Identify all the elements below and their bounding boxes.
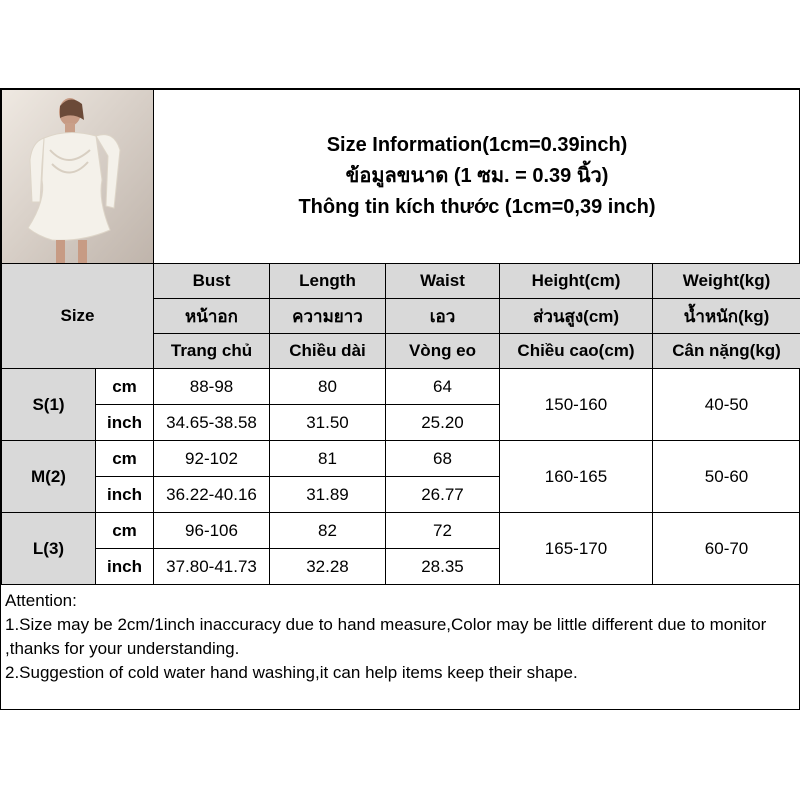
col-bust-th: หน้าอก	[154, 299, 270, 334]
length-value: 31.89	[270, 477, 386, 513]
size-l-label: L(3)	[2, 513, 96, 585]
size-m-label: M(2)	[2, 441, 96, 513]
bust-value: 34.65-38.58	[154, 405, 270, 441]
height-value: 160-165	[500, 441, 653, 513]
weight-value: 40-50	[653, 369, 800, 441]
weight-value: 50-60	[653, 441, 800, 513]
title-english: Size Information(1cm=0.39inch)	[326, 134, 628, 156]
attention-notes	[5, 589, 795, 685]
col-waist-th: เอว	[386, 299, 500, 334]
size-table	[1, 89, 800, 585]
col-waist-en: Waist	[386, 264, 500, 299]
col-weight-vi: Cân nặng(kg)	[653, 334, 800, 369]
col-waist-vi: Vòng eo	[386, 334, 500, 369]
size-s-label: S(1)	[2, 369, 96, 441]
length-value: 82	[270, 513, 386, 549]
unit-cm: cm	[96, 513, 154, 549]
size-chart-sheet	[0, 88, 800, 710]
bust-value: 88-98	[154, 369, 270, 405]
table-row	[2, 513, 800, 549]
length-value: 32.28	[270, 549, 386, 585]
col-weight-en: Weight(kg)	[653, 264, 800, 299]
height-value: 150-160	[500, 369, 653, 441]
size-header: Size	[2, 264, 154, 369]
unit-inch: inch	[96, 477, 154, 513]
attention-heading: Attention:	[5, 591, 77, 610]
length-value: 81	[270, 441, 386, 477]
unit-inch: inch	[96, 405, 154, 441]
waist-value: 26.77	[386, 477, 500, 513]
col-height-vi: Chiều cao(cm)	[500, 334, 653, 369]
col-height-en: Height(cm)	[500, 264, 653, 299]
unit-cm: cm	[96, 441, 154, 477]
length-value: 80	[270, 369, 386, 405]
title-thai: ข้อมูลขนาด (1 ซม. = 0.39 นิ้ว)	[345, 165, 609, 187]
height-value: 165-170	[500, 513, 653, 585]
waist-value: 68	[386, 441, 500, 477]
bust-value: 96-106	[154, 513, 270, 549]
waist-value: 72	[386, 513, 500, 549]
col-bust-vi: Trang chủ	[154, 334, 270, 369]
table-row	[2, 369, 800, 405]
unit-cm: cm	[96, 369, 154, 405]
attention-note-2: 2.Suggestion of cold water hand washing,it can help items keep their shape.	[5, 663, 578, 682]
bust-value: 92-102	[154, 441, 270, 477]
attention-note-1: 1.Size may be 2cm/1inch inaccuracy due to hand measure,Color may be little different due to monitor ,thanks for your understanding.	[5, 615, 767, 658]
col-height-th: ส่วนสูง(cm)	[500, 299, 653, 334]
col-length-en: Length	[270, 264, 386, 299]
title-block	[154, 90, 800, 264]
table-row	[2, 441, 800, 477]
waist-value: 64	[386, 369, 500, 405]
col-bust-en: Bust	[154, 264, 270, 299]
unit-inch: inch	[96, 549, 154, 585]
weight-value: 60-70	[653, 513, 800, 585]
length-value: 31.50	[270, 405, 386, 441]
product-photo	[2, 90, 154, 264]
col-length-th: ความยาว	[270, 299, 386, 334]
title-vietnamese: Thông tin kích thước (1cm=0,39 inch)	[298, 196, 656, 218]
waist-value: 28.35	[386, 549, 500, 585]
bust-value: 36.22-40.16	[154, 477, 270, 513]
waist-value: 25.20	[386, 405, 500, 441]
col-length-vi: Chiều dài	[270, 334, 386, 369]
bust-value: 37.80-41.73	[154, 549, 270, 585]
col-weight-th: น้ำหนัก(kg)	[653, 299, 800, 334]
model-dress-image	[2, 90, 154, 263]
